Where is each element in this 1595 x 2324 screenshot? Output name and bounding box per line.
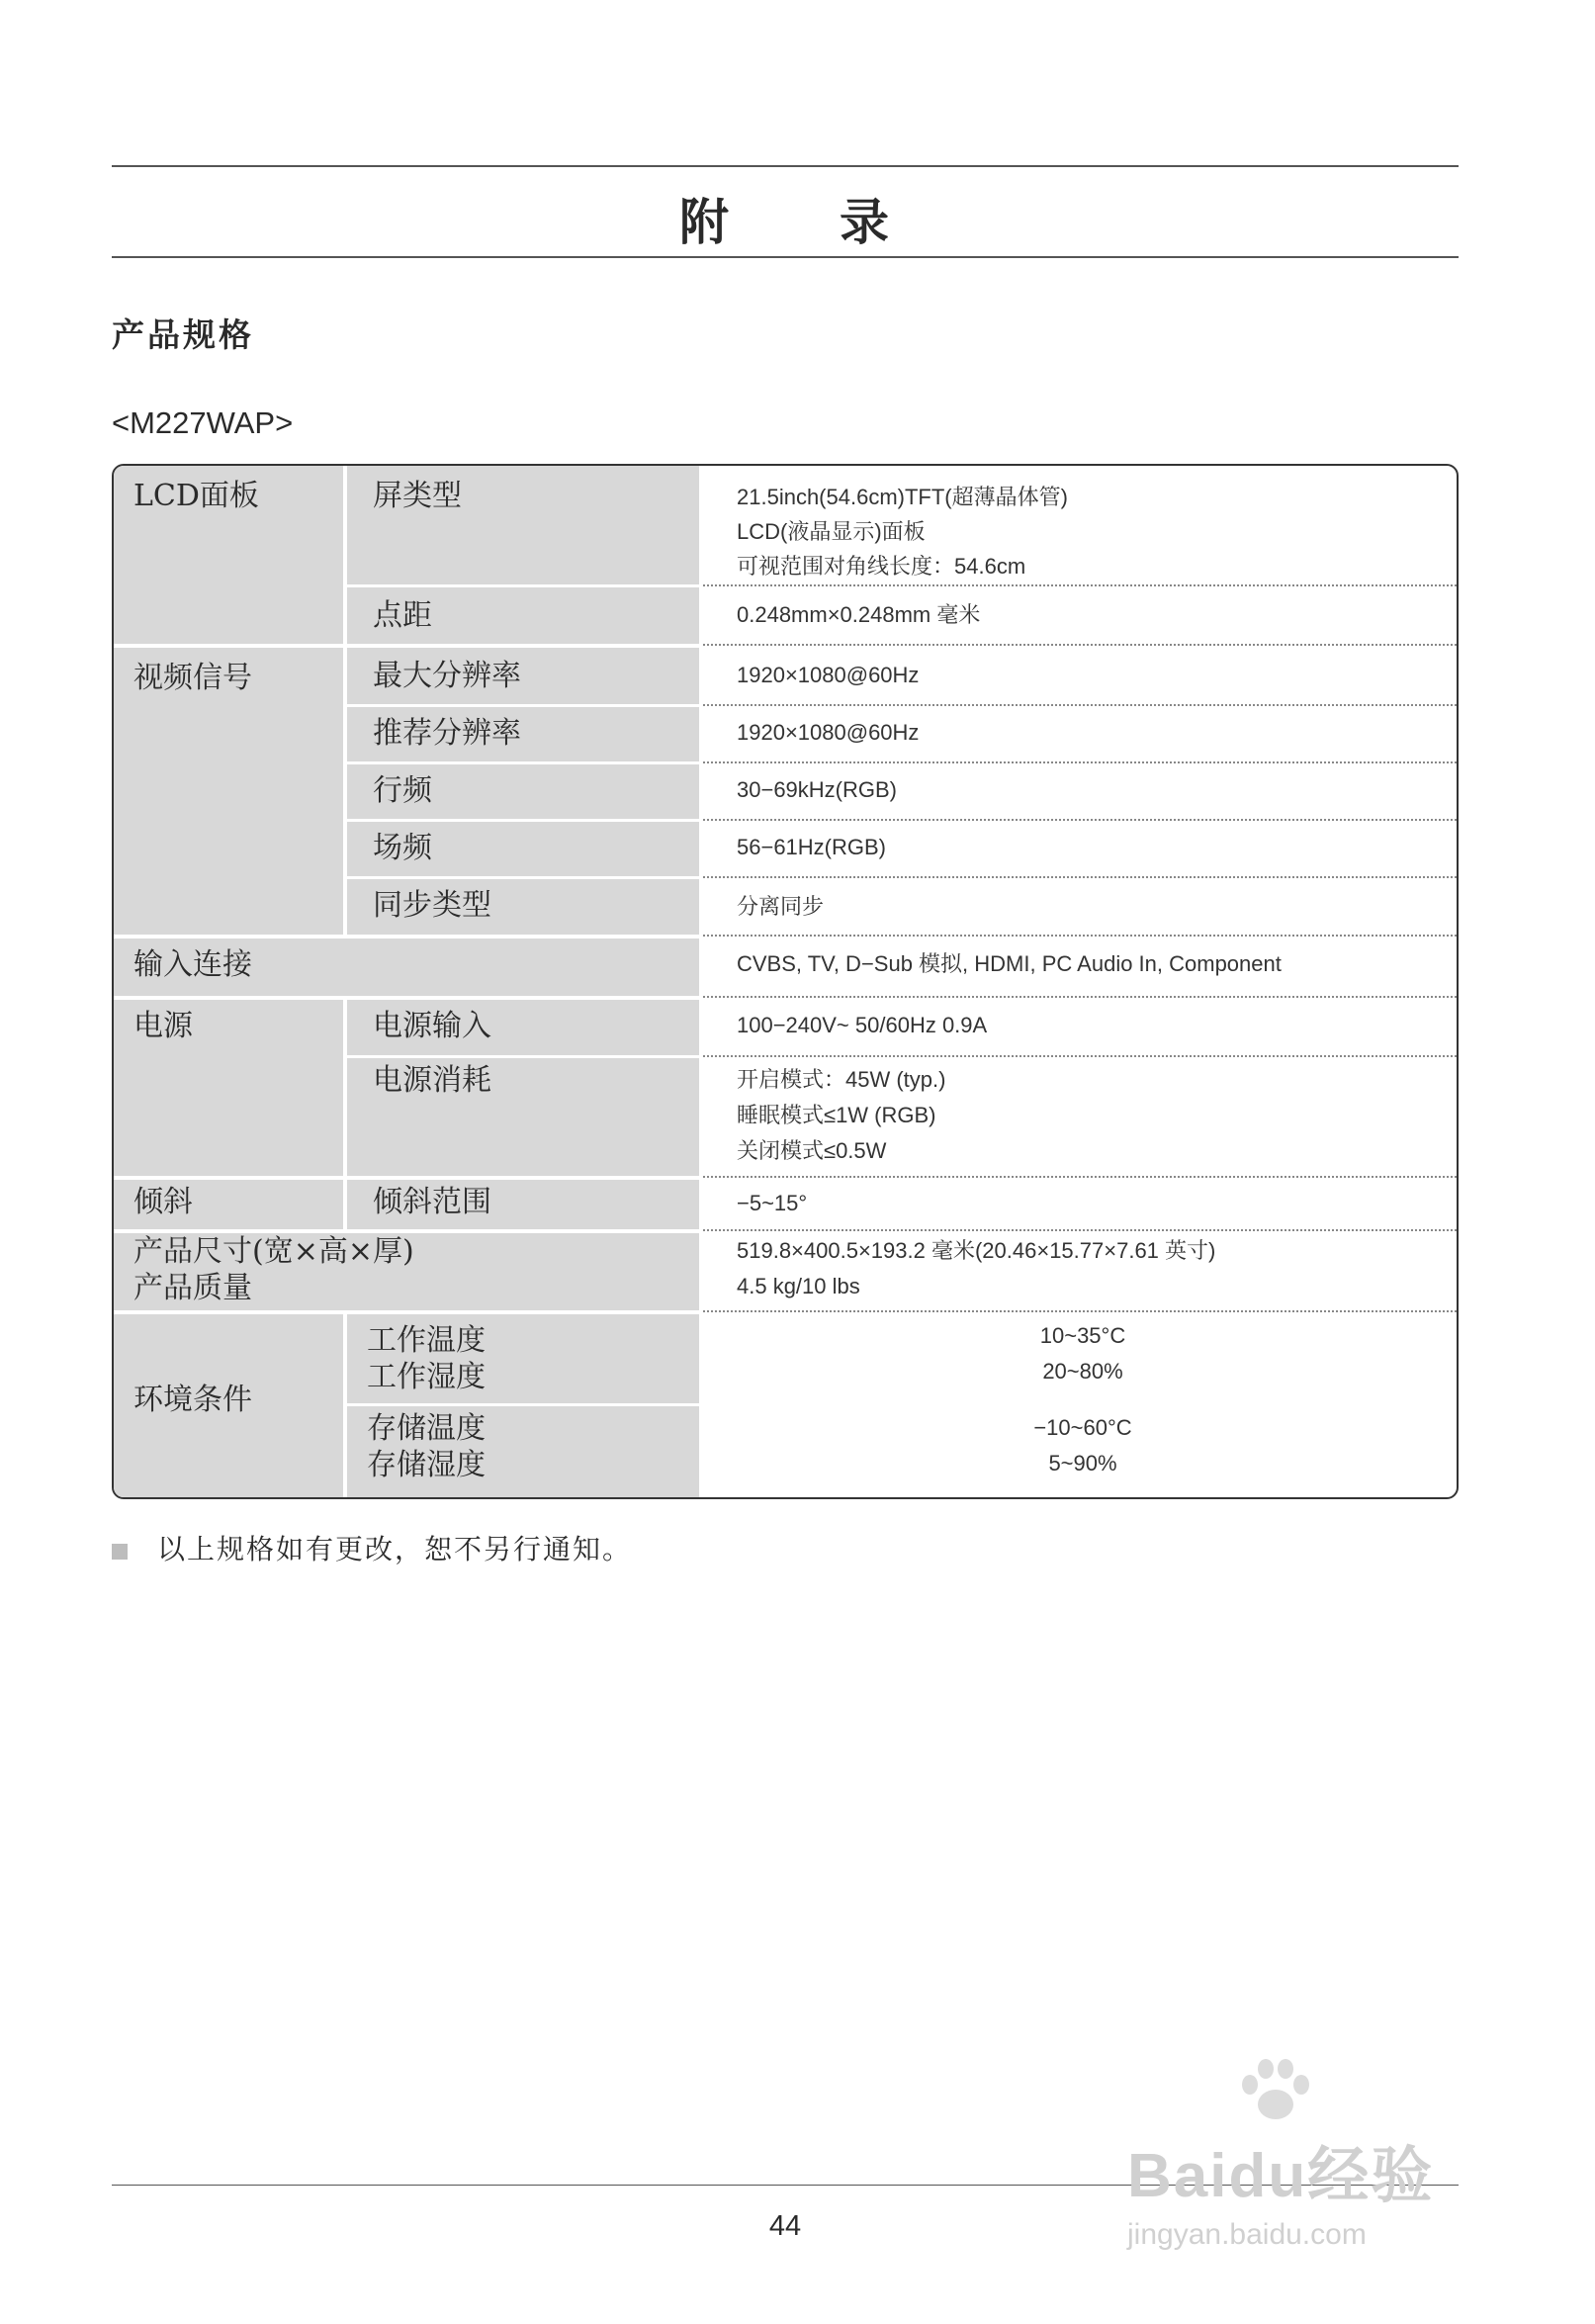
section-title: 产品规格: [112, 315, 254, 354]
vfreq-value: 56−61Hz(RGB): [737, 835, 887, 859]
dimensions-label-line-1: 产品尺寸(宽×高×厚): [133, 1234, 414, 1269]
hfreq-value: 30−69kHz(RGB): [737, 777, 898, 802]
rec-res-value: 1920×1080@60Hz: [737, 720, 920, 745]
note-text: 以上规格如有更改，恕不另行通知。: [157, 1533, 633, 1565]
lcd-type-value: [707, 466, 1459, 584]
lcd-type-line-1: 21.5inch(54.6cm)TFT(超薄晶体管): [737, 485, 1068, 509]
lcd-category: LCD面板: [114, 466, 343, 644]
max-res-label: 最大分辨率: [347, 648, 699, 704]
lcd-type-line-2: LCD(液晶显示)面板: [737, 519, 926, 544]
watermark-url: jingyan.baidu.com: [1127, 2218, 1367, 2251]
page-number: 44: [768, 2210, 802, 2242]
tilt-range-value: −5~15°: [737, 1191, 808, 1215]
bullet-square-icon: [112, 1544, 128, 1560]
operating-temp-label: 工作温度: [367, 1323, 486, 1358]
model-name: <M227WAP>: [112, 405, 294, 440]
dimensions-label: [114, 1233, 699, 1310]
power-input-value: 100−240V~ 50/60Hz 0.9A: [737, 1013, 988, 1037]
operating-values: [707, 1314, 1459, 1403]
lcd-pitch-value: 0.248mm×0.248mm 毫米: [737, 602, 981, 627]
dimensions-value: [707, 1233, 1459, 1310]
spec-table: [112, 464, 1459, 1499]
dimensions-line-2: 4.5 kg/10 lbs: [737, 1274, 860, 1298]
dimensions-label-line-2: 产品质量: [133, 1271, 252, 1305]
input-category: 输入连接: [114, 939, 699, 996]
storage-temp-value: −10~60°C: [1033, 1415, 1132, 1440]
max-res-value: 1920×1080@60Hz: [737, 663, 920, 687]
video-category: 视频信号: [114, 648, 343, 935]
storage-labels: [347, 1406, 699, 1499]
operating-temp-value: 10~35°C: [1039, 1323, 1126, 1348]
watermark: [1127, 2087, 1434, 2252]
consumption-line-2: 睡眠模式≤1W (RGB): [737, 1103, 936, 1127]
title-char-2: 录: [840, 194, 891, 251]
sync-label: 同步类型: [347, 879, 699, 935]
title-char-1: 附: [679, 194, 731, 251]
storage-humidity-value: 5~90%: [1048, 1451, 1117, 1475]
operating-humidity-label: 工作湿度: [367, 1360, 486, 1394]
environment-category: 环境条件: [114, 1314, 343, 1499]
hfreq-label: 行频: [347, 764, 699, 819]
vfreq-label: 场频: [347, 822, 699, 876]
sync-value: 分离同步: [737, 894, 825, 919]
power-consumption-value: [707, 1058, 1459, 1176]
paw-icon: [1236, 2057, 1315, 2126]
storage-humidity-label: 存储湿度: [367, 1448, 486, 1482]
power-input-label: 电源输入: [347, 1000, 699, 1055]
operating-humidity-value: 20~80%: [1042, 1359, 1123, 1384]
dimensions-line-1: 519.8×400.5×193.2 毫米(20.46×15.77×7.61 英寸): [737, 1238, 1216, 1263]
lcd-pitch-label: 点距: [347, 587, 699, 644]
power-consumption-label: 电源消耗: [347, 1058, 699, 1176]
tilt-range-label: 倾斜范围: [347, 1180, 699, 1229]
watermark-brand: Baidu经验: [1127, 2142, 1435, 2210]
page-title: [112, 183, 1459, 254]
consumption-line-1: 开启模式：45W (typ.): [737, 1067, 946, 1092]
top-rule: [112, 165, 1459, 167]
tilt-category: 倾斜: [114, 1180, 343, 1229]
title-bottom-rule: [112, 256, 1459, 258]
rec-res-label: 推荐分辨率: [347, 707, 699, 761]
lcd-type-label: 屏类型: [347, 466, 699, 584]
consumption-line-3: 关闭模式≤0.5W: [737, 1138, 887, 1163]
storage-values: [707, 1406, 1459, 1499]
lcd-type-line-3: 可视范围对角线长度：54.6cm: [737, 554, 1026, 579]
storage-temp-label: 存储温度: [367, 1411, 486, 1446]
spec-note: [112, 1528, 632, 1567]
operating-labels: [347, 1314, 699, 1403]
input-value: CVBS, TV, D−Sub 模拟, HDMI, PC Audio In, Component: [737, 951, 1282, 976]
power-category: 电源: [114, 1000, 343, 1176]
